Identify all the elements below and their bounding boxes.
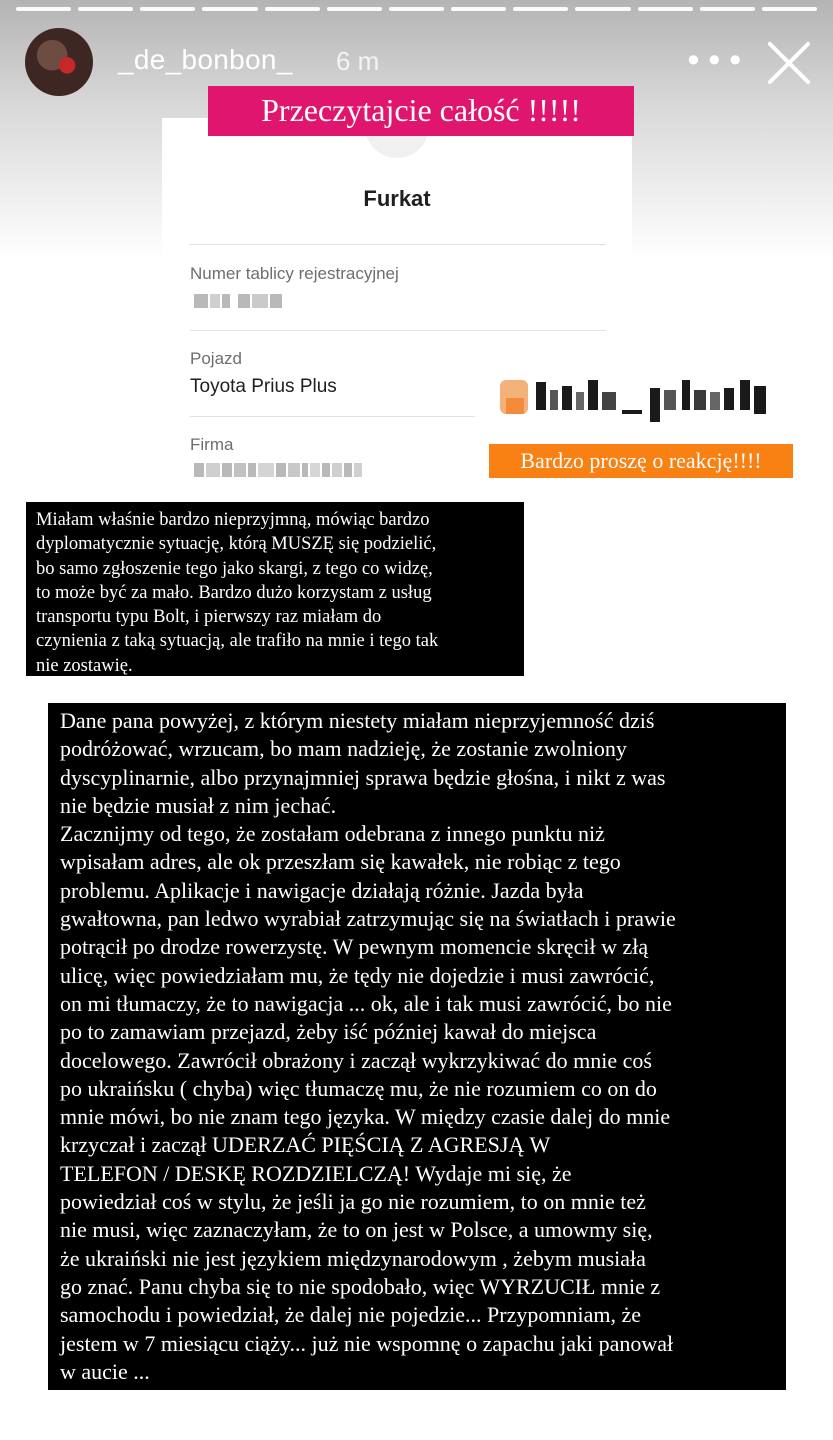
progress-segment xyxy=(16,7,71,11)
divider xyxy=(190,244,606,245)
intro-text: Miałam właśnie bardzo nieprzyjmną, mówiąc bardzo dyplomatycznie sytuację, którą MUSZĘ się podzielić, bo samo zgłoszenie tego jako skargi, z tego co widzę, to może być za mało. Bardzo dużo korzystam z usług transportu typu Bolt, i pierwszy raz miałam do czynienia z taką sytuacją, ale trafiło na mnie i tego tak nie zostawię. xyxy=(36,510,439,676)
divider xyxy=(190,416,475,417)
reaction-request-banner: Bardzo proszę o reakcję!!!! xyxy=(489,444,793,478)
username[interactable]: _de_bonbon_ xyxy=(118,44,293,75)
company-label: Firma xyxy=(190,435,234,454)
company-value-pixelated xyxy=(194,463,362,477)
story-text-block xyxy=(48,703,786,1390)
divider xyxy=(190,330,606,331)
intro-text-block xyxy=(26,502,524,676)
progress-segment xyxy=(700,7,755,11)
story-text: Dane pana powyżej, z którym niestety miałam nieprzyjemność dziś podróżować, wrzucam, bo mam nadzieję, że zostanie zwolniony dyscyplinarnie, albo przynajmniej sprawa będzie głośna, i nikt z was nie będzie musiał z nim jechać. Zacznijmy od tego, że zostałam odebrana z innego punktu niż wpisałam adres, ale ok przeszłam się kawałek, nie robiąc z tego problemu. Aplikacje i nawigacje działają różnie. Jazda była gwałtowna, pan ledwo wyrabiał zatrzymując się na światłach i prawie potrącił po drodze rowerzystę. W pewnym momencie skręcił w złą ulicę, więc powiedziałam mu, że tędy nie dojedzie i musi zawrócić, on mi tłumaczy, że to nawigacja ... ok, ale i tak musi zawrócić, bo nie po to zamawiam przejazd, żeby iść później kawał do miejsca docelowego. Zawrócił obrażony i zaczął wykrzykiwać do mnie coś po ukraińsku ( chyba) więc tłumaczę mu, że nie rozumiem co on do mnie mówi, bo nie znam tego języka. W między czasie dalej do mnie krzyczał i zaczął UDERZAĆ PIĘŚCIĄ Z AGRESJĄ W TELEFON / DESKĘ ROZDZIELCZĄ! Wydaje mi się, że powiedział coś w stylu, że jeśli ja go nie rozumiem, to on mnie też nie musi, więc zaznaczyłam, że to on jest w Polsce, a umowmy się, że ukraiński nie jest językiem międzynarodowym , żebym musiała go znać. Panu chyba się to nie spodobało, więc WYRZUCIŁ mnie z samochodu i powiedział, że dalej nie pojedzie... Przypomniam, że jestem w 7 miesiącu ciąży... już nie wspomnę o zapachu jaki panował w aucie ... xyxy=(60,708,676,1384)
plate-value-pixelated xyxy=(194,294,282,308)
pixelated-mention-sticker xyxy=(492,358,792,458)
progress-segment xyxy=(140,7,195,11)
progress-segment xyxy=(265,7,320,11)
driver-name: Furkat xyxy=(363,186,431,211)
avatar[interactable] xyxy=(25,28,93,96)
progress-segment xyxy=(327,7,382,11)
progress-segment xyxy=(389,7,444,11)
vehicle-value: Toyota Prius Plus xyxy=(190,376,337,397)
progress-segment xyxy=(451,7,506,11)
progress-segment xyxy=(78,7,133,11)
post-time: 6 m xyxy=(336,46,380,76)
close-icon[interactable] xyxy=(762,36,816,90)
read-all-banner: Przeczytajcie całość !!!!! xyxy=(208,86,634,136)
progress-segment xyxy=(575,7,630,11)
progress-segment xyxy=(638,7,693,11)
plate-label: Numer tablicy rejestracyjnej xyxy=(190,264,399,283)
more-horizontal-icon[interactable]: ••• xyxy=(684,42,747,80)
progress-segment xyxy=(513,7,568,11)
progress-segment xyxy=(202,7,257,11)
vehicle-label: Pojazd xyxy=(190,349,242,368)
progress-segment xyxy=(762,7,817,11)
story-progress-bar xyxy=(16,7,817,11)
